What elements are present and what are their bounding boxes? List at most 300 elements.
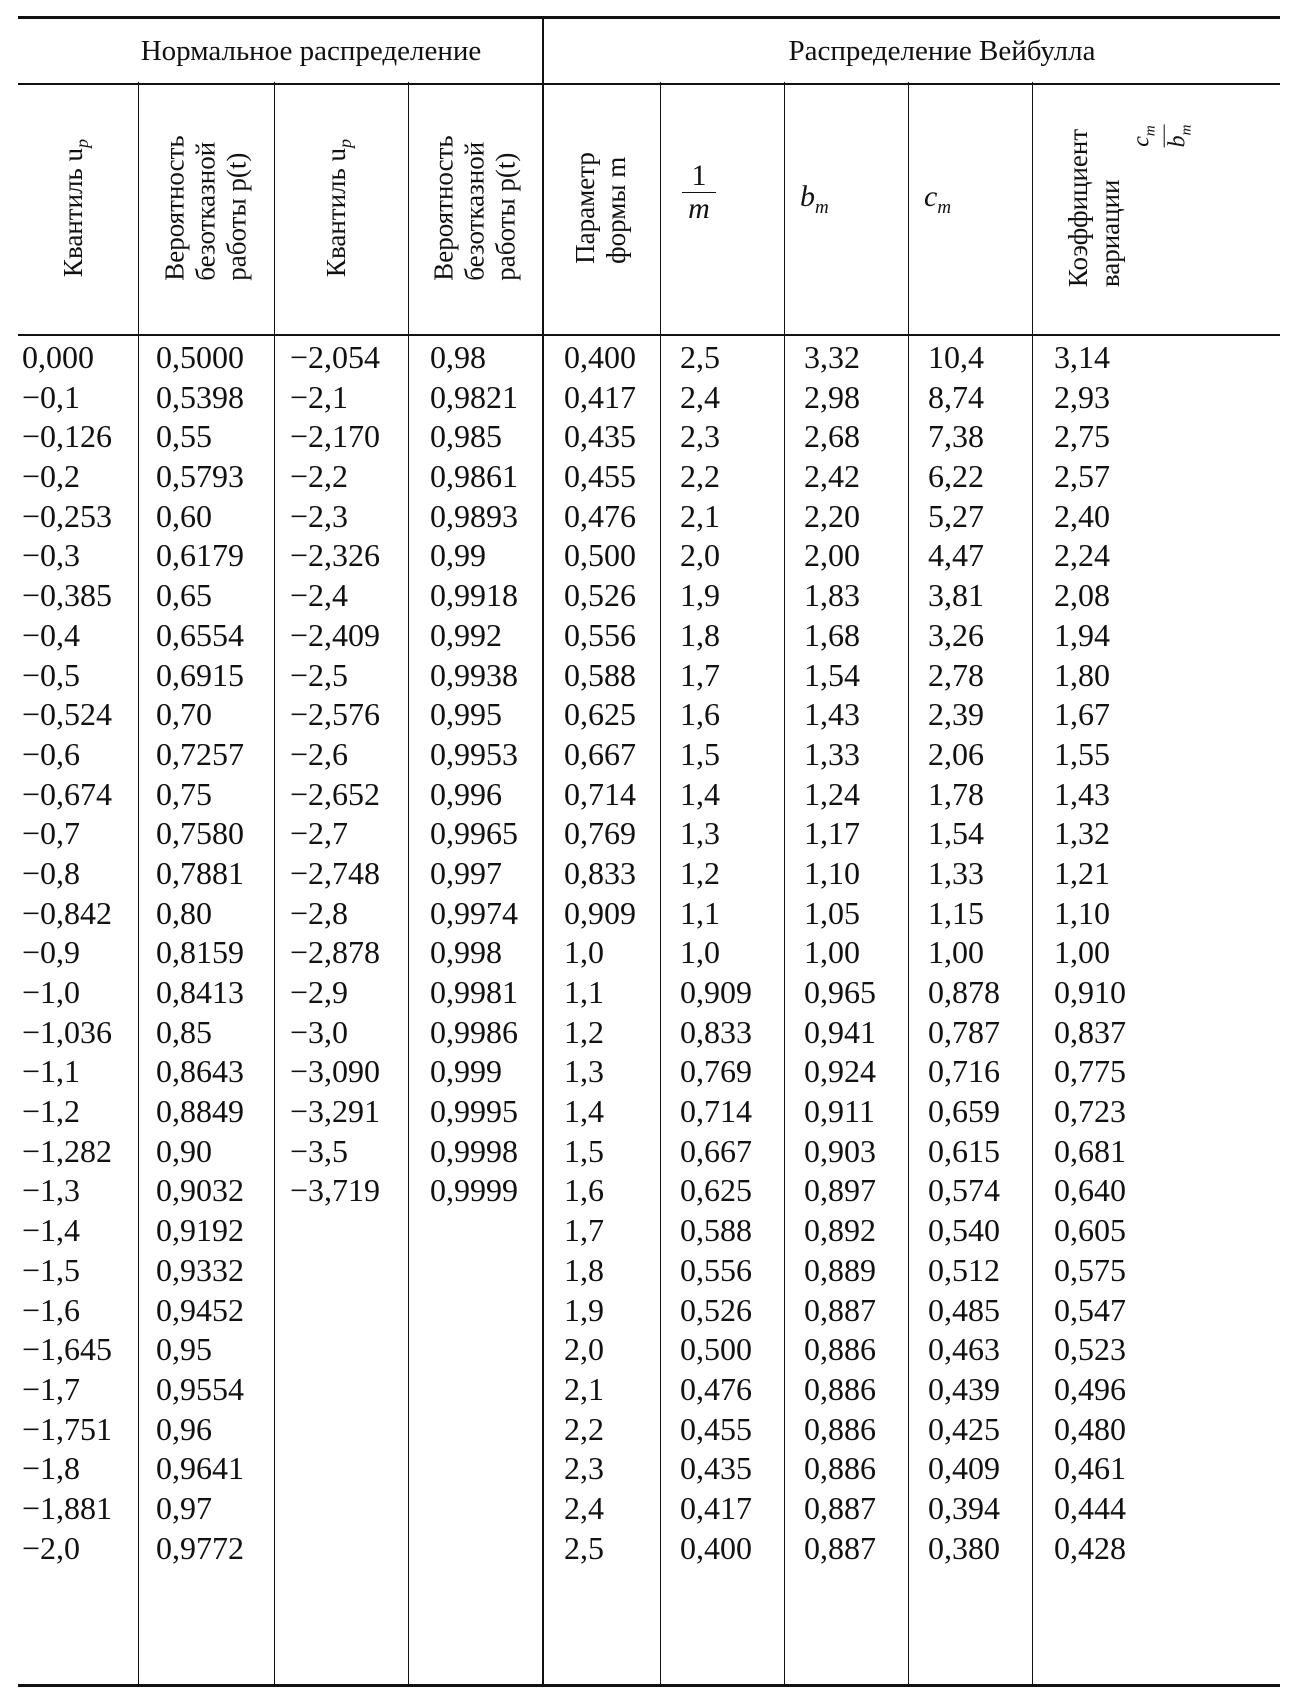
table-cell: 0,575 xyxy=(1054,1251,1126,1288)
table-cell: 2,24 xyxy=(1054,537,1110,574)
table-cell: 1,83 xyxy=(804,577,860,614)
table-cell: −0,2 xyxy=(22,458,81,495)
header-quantile-1-text: Квантиль u xyxy=(57,147,88,278)
table-cell: −1,751 xyxy=(22,1410,113,1447)
table-cell: 0,574 xyxy=(928,1172,1000,1209)
table-cell: 0,496 xyxy=(1054,1370,1126,1407)
table-cell: 0,714 xyxy=(564,775,636,812)
table-cell: 1,00 xyxy=(1054,934,1110,971)
table-cell: 0,998 xyxy=(430,934,502,971)
header-coef-frac-num-sub: m xyxy=(1142,125,1159,137)
table-cell: −2,054 xyxy=(290,339,381,375)
table-cell: 0,999 xyxy=(430,1053,502,1090)
header-shape xyxy=(542,82,660,334)
table-cell: 0,60 xyxy=(156,497,212,534)
table-cell: 0,992 xyxy=(430,616,502,653)
table-cell: 0,80 xyxy=(156,894,212,931)
table-cell: 2,0 xyxy=(680,537,720,574)
header-coef-line2: вариации xyxy=(1095,179,1125,288)
table-cell: 0,9893 xyxy=(430,497,518,534)
table-cell: 0,000 xyxy=(22,339,94,375)
table-cell: 1,3 xyxy=(564,1053,604,1090)
table-cell: 0,878 xyxy=(928,974,1000,1010)
table-cell: 0,911 xyxy=(804,1093,875,1130)
column-header-row xyxy=(18,82,1280,336)
column-coef xyxy=(1054,338,1126,1568)
table-cell: 0,556 xyxy=(680,1251,752,1288)
table-cell: 0,400 xyxy=(564,339,636,375)
table-cell: 0,625 xyxy=(680,1172,752,1209)
group-title-weibull: Распределение Вейбулла xyxy=(788,35,1096,67)
table-cell: 0,409 xyxy=(928,1450,1000,1487)
column-shape-m xyxy=(564,338,636,1568)
header-coef-frac-den-sub: m xyxy=(1178,124,1195,136)
table-cell: 1,32 xyxy=(1054,815,1110,852)
table-cell: 0,615 xyxy=(928,1132,1000,1169)
table-cell: 0,476 xyxy=(680,1370,752,1407)
table-cell: 0,55 xyxy=(156,418,212,455)
table-cell: 0,897 xyxy=(804,1172,876,1209)
table-cell: 0,9953 xyxy=(430,735,518,772)
table-cell: −2,576 xyxy=(290,696,381,733)
table-cell: 0,6554 xyxy=(156,616,244,653)
table-cell: 1,80 xyxy=(1054,656,1110,693)
table-cell: 0,394 xyxy=(928,1489,1000,1526)
table-cell: 2,4 xyxy=(680,378,720,415)
header-quantile-2 xyxy=(274,82,408,334)
table-cell: 0,833 xyxy=(564,854,636,891)
table-cell: 0,485 xyxy=(928,1291,1000,1328)
table-cell: 2,75 xyxy=(1054,418,1110,455)
table-cell: 1,33 xyxy=(804,735,860,772)
table-cell: 2,0 xyxy=(564,1331,604,1368)
header-coef-fraction xyxy=(1128,96,1195,176)
rule-col-3 xyxy=(408,82,409,1684)
table-cell: 1,15 xyxy=(928,894,984,931)
table-cell: −1,7 xyxy=(22,1370,81,1407)
table-cell: 0,480 xyxy=(1054,1410,1126,1447)
column-prob-2 xyxy=(430,338,518,1211)
table-cell: −1,645 xyxy=(22,1331,113,1368)
table-cell: 1,54 xyxy=(804,656,860,693)
table-cell: 0,997 xyxy=(430,854,502,891)
table-cell: 0,769 xyxy=(680,1053,752,1090)
table-cell: 0,769 xyxy=(564,815,636,852)
header-inv-m-den: m xyxy=(688,192,710,225)
table-cell: −3,291 xyxy=(290,1093,381,1130)
table-cell: 0,659 xyxy=(928,1093,1000,1130)
table-cell: 1,33 xyxy=(928,854,984,891)
table-cell: 0,500 xyxy=(680,1331,752,1368)
table-cell: 0,540 xyxy=(928,1212,1000,1249)
table-cell: 0,9986 xyxy=(430,1013,518,1050)
table-cell: 0,461 xyxy=(1054,1450,1126,1487)
table-cell: 0,75 xyxy=(156,775,212,812)
table-cell: 0,380 xyxy=(928,1529,1000,1566)
table-cell: 0,996 xyxy=(430,775,502,812)
table-cell: 0,463 xyxy=(928,1331,1000,1368)
table-cell: 0,500 xyxy=(564,537,636,574)
group-title-normal: Нормальное распределение xyxy=(140,35,482,67)
table-cell: 2,42 xyxy=(804,458,860,495)
table-cell: 0,995 xyxy=(430,696,502,733)
table-cell: −2,7 xyxy=(290,815,349,852)
table-cell: 2,3 xyxy=(564,1450,604,1487)
table-cell: 0,887 xyxy=(804,1489,876,1526)
table-cell: 1,21 xyxy=(1054,854,1110,891)
table-cell: 0,435 xyxy=(564,418,636,455)
table-cell: −2,652 xyxy=(290,775,381,812)
table-cell: 0,9981 xyxy=(430,974,518,1010)
table-cell: −1,6 xyxy=(22,1291,81,1328)
table-cell: 2,2 xyxy=(564,1410,604,1447)
table-cell: −0,7 xyxy=(22,815,81,852)
table-cell: 1,1 xyxy=(680,894,720,931)
table-cell: −2,409 xyxy=(290,616,381,653)
table-cell: 2,1 xyxy=(564,1370,604,1407)
table-cell: 0,8849 xyxy=(156,1093,244,1130)
table-cell: 3,81 xyxy=(928,577,984,614)
table-cell: 0,526 xyxy=(680,1291,752,1328)
table-cell: 0,7580 xyxy=(156,815,244,852)
table-cell: −1,4 xyxy=(22,1212,81,1249)
table-cell: 0,887 xyxy=(804,1291,876,1328)
weibull-normal-table xyxy=(18,16,1280,1688)
table-cell: 1,3 xyxy=(680,815,720,852)
table-cell: −2,2 xyxy=(290,458,349,495)
table-cell: −2,326 xyxy=(290,537,381,574)
table-cell: 0,9861 xyxy=(430,458,518,495)
table-cell: 1,10 xyxy=(1054,894,1110,931)
rule-col-7 xyxy=(908,82,909,1684)
table-cell: 0,903 xyxy=(804,1132,876,1169)
table-cell: 2,06 xyxy=(928,735,984,772)
table-cell: 3,32 xyxy=(804,339,860,375)
table-cell: 1,55 xyxy=(1054,735,1110,772)
table-cell: −0,6 xyxy=(22,735,81,772)
table-cell: −2,9 xyxy=(290,974,349,1010)
header-quantile-2-sub: p xyxy=(335,138,356,148)
table-cell: 2,98 xyxy=(804,378,860,415)
table-cell: 0,9452 xyxy=(156,1291,244,1328)
column-quantile-1 xyxy=(22,338,112,1568)
table-cell: 0,837 xyxy=(1054,1013,1126,1050)
table-cell: 0,9821 xyxy=(430,378,518,415)
table-cell: 0,70 xyxy=(156,696,212,733)
table-cell: 5,27 xyxy=(928,497,984,534)
table-cell: −2,3 xyxy=(290,497,349,534)
table-cell: 0,941 xyxy=(804,1013,876,1050)
table-cell: 0,716 xyxy=(928,1053,1000,1090)
rule-col-6 xyxy=(784,82,785,1684)
header-shape-line1: Параметр xyxy=(570,152,600,264)
table-cell: 1,8 xyxy=(680,616,720,653)
table-cell: 0,640 xyxy=(1054,1172,1126,1209)
table-cell: 0,65 xyxy=(156,577,212,614)
table-cell: −0,842 xyxy=(22,894,113,931)
table-cell: 0,7257 xyxy=(156,735,244,772)
table-cell: 0,9918 xyxy=(430,577,518,614)
header-inv-m xyxy=(660,82,784,334)
table-cell: 0,886 xyxy=(804,1450,876,1487)
rule-col-8 xyxy=(1032,82,1033,1684)
table-cell: 0,523 xyxy=(1054,1331,1126,1368)
table-cell: −3,0 xyxy=(290,1013,349,1050)
table-cell: 2,68 xyxy=(804,418,860,455)
table-cell: −1,0 xyxy=(22,974,81,1010)
table-cell: 0,7881 xyxy=(156,854,244,891)
table-cell: 0,833 xyxy=(680,1013,752,1050)
table-cell: 1,05 xyxy=(804,894,860,931)
table-cell: 0,9554 xyxy=(156,1370,244,1407)
table-cell: −0,3 xyxy=(22,537,81,574)
table-cell: 0,9974 xyxy=(430,894,518,931)
header-b-m xyxy=(784,82,908,334)
table-cell: 0,667 xyxy=(680,1132,752,1169)
table-cell: 0,889 xyxy=(804,1251,876,1288)
table-cell: 1,5 xyxy=(680,735,720,772)
table-cell: 1,67 xyxy=(1054,696,1110,733)
rule-col-1 xyxy=(138,82,139,1684)
table-cell: 0,95 xyxy=(156,1331,212,1368)
table-cell: 0,887 xyxy=(804,1529,876,1566)
table-cell: 0,723 xyxy=(1054,1093,1126,1130)
table-cell: 1,94 xyxy=(1054,616,1110,653)
table-cell: 0,9995 xyxy=(430,1093,518,1130)
table-cell: 2,39 xyxy=(928,696,984,733)
header-prob-1-line2: безотказной xyxy=(190,141,221,281)
table-cell: −2,5 xyxy=(290,656,349,693)
table-cell: 0,8159 xyxy=(156,934,244,971)
table-cell: 0,924 xyxy=(804,1053,876,1090)
table-cell: 0,9772 xyxy=(156,1529,244,1566)
header-prob-1 xyxy=(138,82,274,334)
group-header-row xyxy=(18,16,1280,85)
table-cell: 0,85 xyxy=(156,1013,212,1050)
table-cell: 1,6 xyxy=(564,1172,604,1209)
header-coef-frac-den: b xyxy=(1164,135,1191,148)
table-cell: 0,417 xyxy=(680,1489,752,1526)
table-cell: 0,714 xyxy=(680,1093,752,1130)
table-cell: −2,0 xyxy=(22,1529,81,1566)
table-cell: 0,8643 xyxy=(156,1053,244,1090)
table-cell: 0,985 xyxy=(430,418,502,455)
table-cell: −0,5 xyxy=(22,656,81,693)
table-cell: 8,74 xyxy=(928,378,984,415)
table-cell: 1,10 xyxy=(804,854,860,891)
table-cell: 0,90 xyxy=(156,1132,212,1169)
table-cell: 0,428 xyxy=(1054,1529,1126,1566)
table-cell: 2,00 xyxy=(804,537,860,574)
table-cell: 0,435 xyxy=(680,1450,752,1487)
table-cell: 1,00 xyxy=(804,934,860,971)
header-prob-1-line3: работы p(t) xyxy=(221,152,252,281)
table-cell: 0,547 xyxy=(1054,1291,1126,1328)
bottom-rule xyxy=(18,1684,1280,1687)
header-c-m xyxy=(908,82,1032,334)
column-b-m xyxy=(804,338,876,1568)
rule-col-2 xyxy=(274,82,275,1684)
table-cell: 2,93 xyxy=(1054,378,1110,415)
table-cell: 1,9 xyxy=(680,577,720,614)
header-inv-m-num: 1 xyxy=(682,160,716,193)
header-prob-2 xyxy=(408,82,542,334)
table-cell: 1,43 xyxy=(1054,775,1110,812)
table-cell: −0,524 xyxy=(22,696,113,733)
table-cell: 0,556 xyxy=(564,616,636,653)
header-prob-2-line2: безотказной xyxy=(459,141,490,281)
table-cell: 2,57 xyxy=(1054,458,1110,495)
table-cell: 0,681 xyxy=(1054,1132,1126,1169)
table-cell: 1,24 xyxy=(804,775,860,812)
table-cell: 0,9938 xyxy=(430,656,518,693)
table-cell: 1,6 xyxy=(680,696,720,733)
table-cell: 4,47 xyxy=(928,537,984,574)
table-cell: 0,9332 xyxy=(156,1251,244,1288)
table-cell: −0,385 xyxy=(22,577,113,614)
table-cell: 7,38 xyxy=(928,418,984,455)
table-cell: 1,8 xyxy=(564,1251,604,1288)
header-prob-2-line1: Вероятность xyxy=(428,135,459,281)
table-cell: −1,2 xyxy=(22,1093,81,1130)
table-cell: 1,4 xyxy=(564,1093,604,1130)
column-inv-m xyxy=(680,338,752,1568)
table-cell: −2,6 xyxy=(290,735,349,772)
table-cell: 2,3 xyxy=(680,418,720,455)
table-cell: 0,512 xyxy=(928,1251,1000,1288)
table-cell: 0,9192 xyxy=(156,1212,244,1249)
table-cell: −0,253 xyxy=(22,497,113,534)
table-cell: −1,1 xyxy=(22,1053,81,1090)
table-cell: 0,909 xyxy=(564,894,636,931)
table-cell: 0,455 xyxy=(680,1410,752,1447)
table-cell: 1,43 xyxy=(804,696,860,733)
table-cell: −0,4 xyxy=(22,616,81,653)
header-coef-frac-num: c xyxy=(1128,136,1155,147)
header-c-m-text: c xyxy=(924,180,938,213)
header-quantile-1-sub: p xyxy=(72,138,93,148)
table-cell: 1,68 xyxy=(804,616,860,653)
rule-group-divider xyxy=(542,16,544,1684)
table-cell: 1,1 xyxy=(564,974,604,1010)
table-cell: 2,5 xyxy=(680,339,720,375)
table-cell: 3,26 xyxy=(928,616,984,653)
table-cell: 0,97 xyxy=(156,1489,212,1526)
table-cell: 1,0 xyxy=(680,934,720,971)
table-cell: 0,787 xyxy=(928,1013,1000,1050)
table-cell: 10,4 xyxy=(928,339,984,375)
table-cell: 1,7 xyxy=(680,656,720,693)
column-quantile-2 xyxy=(290,338,380,1211)
table-cell: −0,9 xyxy=(22,934,81,971)
table-cell: 0,9999 xyxy=(430,1172,518,1209)
table-cell: 0,667 xyxy=(564,735,636,772)
table-cell: 0,892 xyxy=(804,1212,876,1249)
table-cell: 0,96 xyxy=(156,1410,212,1447)
table-cell: 0,400 xyxy=(680,1529,752,1566)
header-shape-line2: формы m xyxy=(601,156,631,264)
table-cell: −1,881 xyxy=(22,1489,113,1526)
table-cell: −2,8 xyxy=(290,894,349,931)
table-cell: 0,886 xyxy=(804,1410,876,1447)
table-cell: 0,886 xyxy=(804,1370,876,1407)
table-cell: 0,886 xyxy=(804,1331,876,1368)
table-cell: −2,748 xyxy=(290,854,381,891)
table-cell: 0,5000 xyxy=(156,339,244,375)
table-cell: 0,439 xyxy=(928,1370,1000,1407)
header-b-m-sub: m xyxy=(815,197,829,218)
table-cell: 2,78 xyxy=(928,656,984,693)
table-cell: 1,78 xyxy=(928,775,984,812)
table-cell: 0,5793 xyxy=(156,458,244,495)
table-cell: 0,455 xyxy=(564,458,636,495)
table-cell: 1,9 xyxy=(564,1291,604,1328)
table-cell: −1,282 xyxy=(22,1132,113,1169)
table-cell: 1,4 xyxy=(680,775,720,812)
table-cell: 1,2 xyxy=(680,854,720,891)
table-cell: 0,444 xyxy=(1054,1489,1126,1526)
table-cell: 0,526 xyxy=(564,577,636,614)
table-cell: 0,965 xyxy=(804,974,876,1010)
table-cell: 2,40 xyxy=(1054,497,1110,534)
table-cell: −2,1 xyxy=(290,378,349,415)
table-cell: 0,6179 xyxy=(156,537,244,574)
table-cell: 0,775 xyxy=(1054,1053,1126,1090)
table-cell: 0,99 xyxy=(430,537,486,574)
table-cell: −0,8 xyxy=(22,854,81,891)
table-cell: −2,170 xyxy=(290,418,381,455)
table-cell: 1,7 xyxy=(564,1212,604,1249)
header-prob-2-line3: работы p(t) xyxy=(490,152,521,281)
header-c-m-sub: m xyxy=(937,197,952,218)
table-cell: 2,1 xyxy=(680,497,720,534)
table-cell: 0,9965 xyxy=(430,815,518,852)
table-cell: −3,5 xyxy=(290,1132,349,1169)
table-cell: 1,5 xyxy=(564,1132,604,1169)
table-cell: 6,22 xyxy=(928,458,984,495)
table-cell: −1,8 xyxy=(22,1450,81,1487)
table-cell: 0,5398 xyxy=(156,378,244,415)
table-cell: 2,4 xyxy=(564,1489,604,1526)
table-cell: −0,1 xyxy=(22,378,81,415)
table-cell: 0,98 xyxy=(430,339,486,375)
header-quantile-1 xyxy=(18,82,138,334)
table-cell: 0,6915 xyxy=(156,656,244,693)
rule-col-5 xyxy=(660,82,661,1684)
table-cell: 0,625 xyxy=(564,696,636,733)
header-quantile-2-text: Квантиль u xyxy=(320,147,351,278)
table-cell: 2,08 xyxy=(1054,577,1110,614)
table-cell: −0,674 xyxy=(22,775,113,812)
column-c-m xyxy=(928,338,1000,1568)
table-cell: 0,588 xyxy=(564,656,636,693)
table-cell: 1,2 xyxy=(564,1013,604,1050)
table-cell: 1,00 xyxy=(928,934,984,971)
table-cell: 0,9641 xyxy=(156,1450,244,1487)
table-cell: −1,036 xyxy=(22,1013,113,1050)
table-cell: 1,0 xyxy=(564,934,604,971)
table-cell: 0,425 xyxy=(928,1410,1000,1447)
table-cell: 0,9032 xyxy=(156,1172,244,1209)
table-cell: 0,417 xyxy=(564,378,636,415)
header-prob-1-line1: Вероятность xyxy=(159,135,190,281)
table-cell: −1,5 xyxy=(22,1251,81,1288)
table-cell: −0,126 xyxy=(22,418,113,455)
table-cell: 3,14 xyxy=(1054,339,1110,375)
table-cell: −3,090 xyxy=(290,1053,381,1090)
table-cell: −3,719 xyxy=(290,1172,381,1209)
table-cell: 2,20 xyxy=(804,497,860,534)
